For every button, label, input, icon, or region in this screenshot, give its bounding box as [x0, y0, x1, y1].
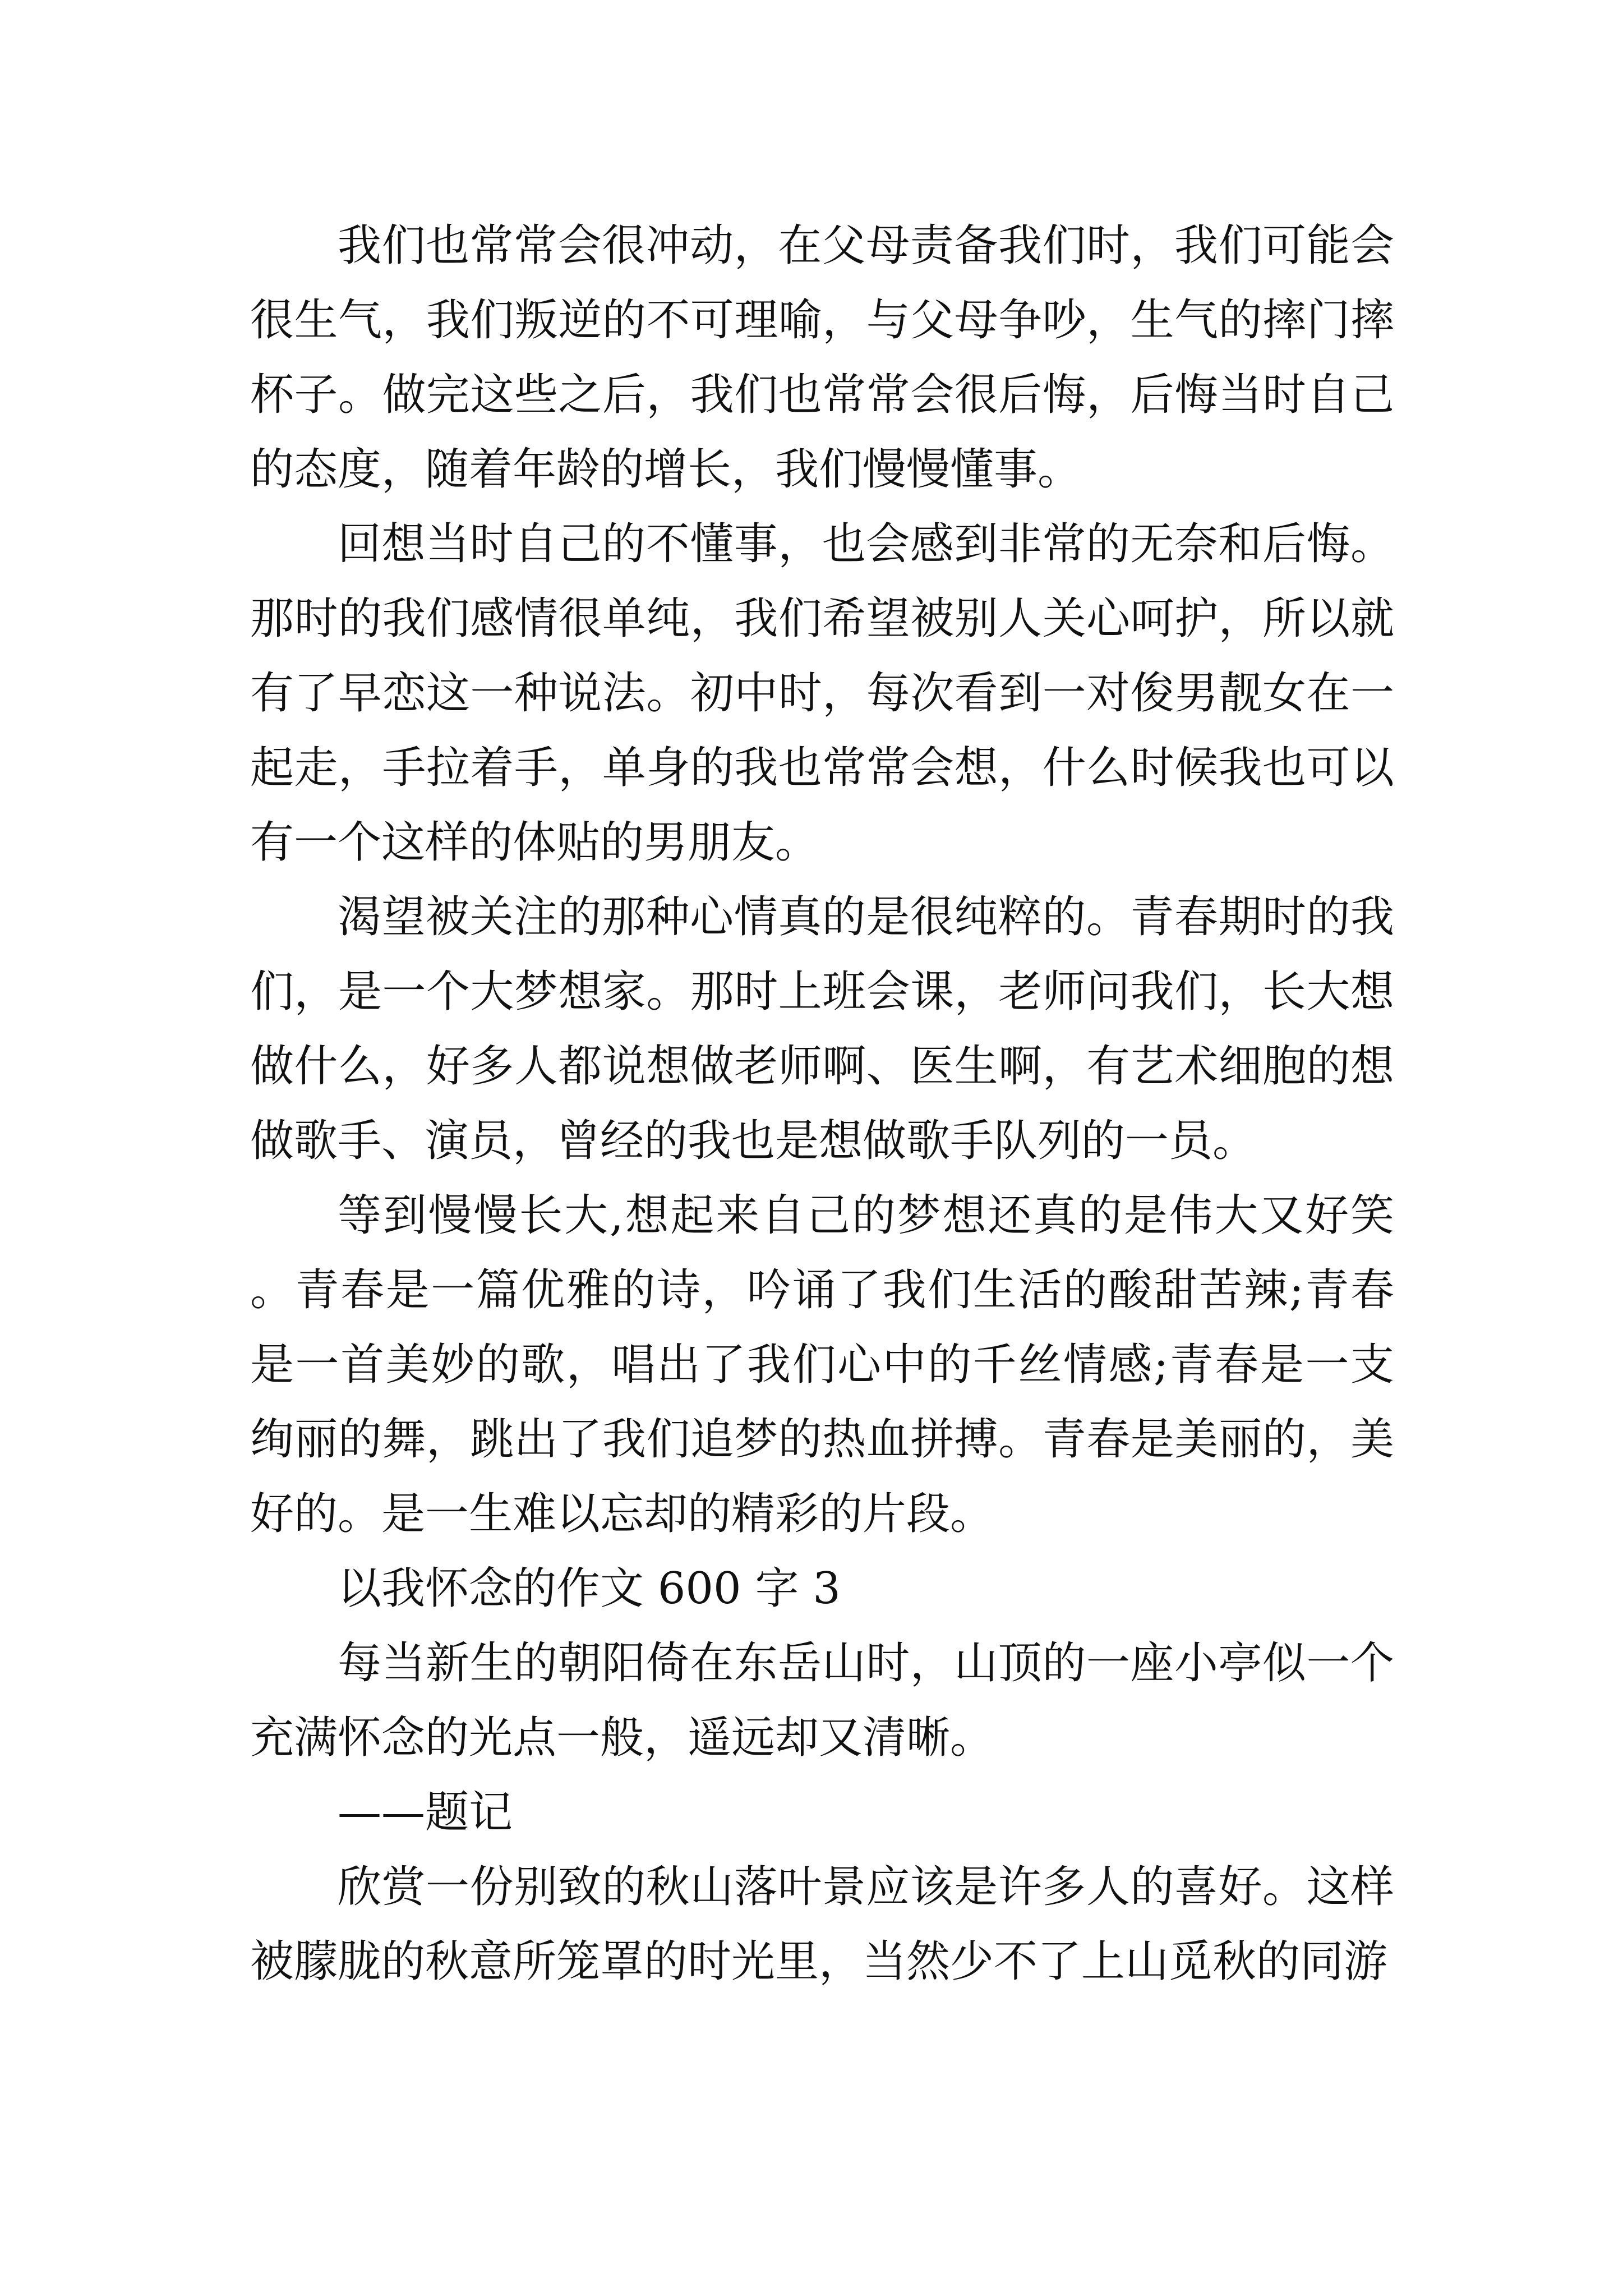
paragraph-6: 欣赏一份别致的秋山落叶景应该是许多人的喜好。这样被朦胧的秋意所笼罩的时光里，当然少不了上山觅秋的同游 — [250, 1862, 1394, 1987]
paragraph-5: 每当新生的朝阳倚在东岳山时，山顶的一座小亭似一个充满怀念的光点一般，遥远却又清晰。 — [250, 1638, 1394, 1763]
paragraph-2: 回想当时自己的不懂事，也会感到非常的无奈和后悔。那时的我们感情很单纯，我们希望被别人关心呵护，所以就有了早恋这一种说法。初中时，每次看到一对俊男靓女在一起走，手拉着手，单身的我也常常会想，什么时候我也可以有一个这样的体贴的男朋友。 — [250, 519, 1394, 868]
paragraph-1: 我们也常常会很冲动，在父母责备我们时，我们可能会很生气，我们叛逆的不可理喻，与父母争吵，生气的摔门摔杯子。做完这些之后，我们也常常会很后悔，后悔当时自己的态度，随着年龄的增长，我们慢慢懂事。 — [250, 220, 1394, 495]
document-body — [250, 209, 1394, 1999]
essay-heading: 以我怀念的作文 600 字 3 — [338, 1563, 841, 1614]
paragraph-4: 等到慢慢长大,想起来自己的梦想还真的是伟大又好笑。青春是一篇优雅的诗，吟诵了我们生活的酸甜苦辣;青春是一首美妙的歌，唱出了我们心中的千丝情感;青春是一支绚丽的舞，跳出了我们追梦的热血拼搏。青春是美丽的，美好的。是一生难以忘却的精彩的片段。 — [250, 1190, 1394, 1539]
paragraph-3: 渴望被关注的那种心情真的是很纯粹的。青春期时的我们，是一个大梦想家。那时上班会课，老师问我们，长大想做什么，好多人都说想做老师啊、医生啊，有艺术细胞的想做歌手、演员，曾经的我也是想做歌手队列的一员。 — [250, 892, 1394, 1166]
epigraph-attribution: ——题记 — [338, 1787, 513, 1838]
